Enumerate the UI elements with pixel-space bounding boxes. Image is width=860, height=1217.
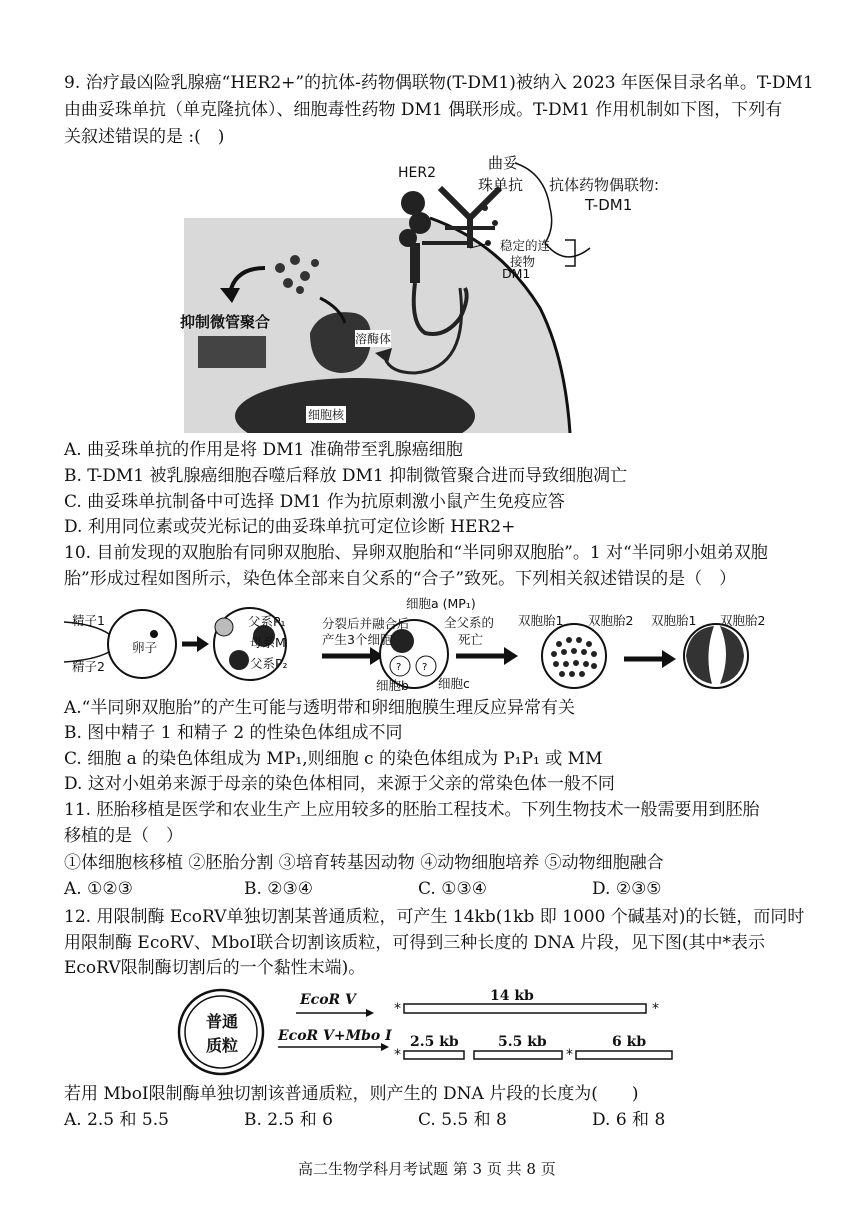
fragment-2-5kb-label: 2.5 kb: [410, 1034, 459, 1050]
q11-option-a: A. ①②③: [64, 879, 133, 899]
fragment-6kb-bar: [576, 1051, 672, 1059]
fragment-6kb-label: 6 kb: [612, 1034, 647, 1050]
page-footer: 高二生物学科月考试题 第 3 页 共 8 页: [298, 1160, 556, 1178]
twin2-label: 双胞胎2: [588, 613, 634, 628]
maternal-m-label: 母系M: [250, 635, 286, 650]
fragment-5-5kb-bar: [474, 1051, 562, 1059]
svg-text:?: ?: [422, 662, 428, 673]
split-label-2: 产生3个细胞: [322, 632, 393, 647]
cell-a-label: 细胞a (MP₁): [406, 596, 476, 611]
trastuzumab-label-1: 曲妥: [488, 154, 519, 172]
q12-stem-line1: 12. 用限制酶 EcoRV单独切割某普通质粒，可产生 14kb(1kb 即 1000 个碱基对)的长链，而同时: [64, 907, 805, 927]
q11-option-b: B. ②③④: [244, 879, 314, 899]
paternal-p2-label: 父系P₂: [250, 656, 288, 671]
q11-option-d: D. ②③⑤: [592, 879, 662, 899]
sticky-end-star-1: *: [394, 1001, 401, 1017]
q9-option-b: B. T-DM1 被乳腺癌细胞吞噬后释放 DM1 抑制微管聚合进而导致细胞凋亡: [64, 466, 628, 486]
cell-c-label: 细胞c: [438, 676, 470, 691]
plasmid-label-1: 普通: [206, 1012, 239, 1031]
q9-stem-line1: 9. 治疗最凶险乳腺癌“HER2+”的抗体-药物偶联物(T-DM1)被纳入 2023 年医保目录名单。T-DM1: [64, 73, 814, 93]
egg-label: 卵子: [132, 640, 158, 655]
fragment-2-5kb-bar: [404, 1051, 464, 1059]
q12-option-a: A. 2.5 和 5.5: [64, 1110, 169, 1130]
sticky-end-star-2: *: [652, 1001, 659, 1017]
paternal-death-label-1: 全父系的: [444, 615, 495, 630]
q11-stem-line1: 11. 胚胎移植是医学和农业生产上应用较多的胚胎工程技术。下列生物技术一般需要用到胚胎: [64, 800, 760, 820]
fragment-14kb-label: 14 kb: [490, 988, 534, 1004]
plasmid-label-2: 质粒: [206, 1036, 239, 1055]
q12-option-b: B. 2.5 和 6: [244, 1110, 333, 1130]
sticky-end-star-4: *: [566, 1047, 573, 1063]
adc-label-1: 抗体药物偶联物:: [549, 176, 660, 194]
q12-plasmid-digestion-figure: [176, 985, 696, 1080]
q9-option-c: C. 曲妥珠单抗制备中可选择 DM1 作为抗原刺激小鼠产生免疫应答: [64, 492, 565, 512]
fragment-5-5kb-label: 5.5 kb: [498, 1034, 547, 1050]
lysosome-label: 溶酶体: [355, 332, 392, 346]
linker-label-1: 稳定的连: [500, 238, 551, 253]
q9-stem-line2: 由曲妥珠单抗（单克隆抗体）、细胞毒性药物 DM1 偶联形成。T-DM1 作用机制如下图，下列有: [64, 100, 783, 120]
q12-stem-line3: EcoRV限制酶切割后的一个黏性末端)。: [64, 958, 366, 978]
q9-stem-line3: 关叙述错误的是 :( ): [64, 127, 225, 147]
microtubule-label: 抑制微管聚合: [180, 313, 271, 331]
paternal-p1-label: 父系P₁: [248, 614, 286, 629]
twin1b-label: 双胞胎1: [651, 613, 697, 628]
q11-option-c: C. ①③④: [418, 879, 487, 899]
split-label-1: 分裂后并融合后: [322, 616, 410, 631]
linker-label-2: 接物: [510, 254, 536, 269]
q9-option-d: D. 利用同位素或荧光标记的曲妥珠单抗可定位诊断 HER2+: [64, 517, 516, 537]
q11-items: ①体细胞核移植 ②胚胎分割 ③培育转基因动物 ④动物细胞培养 ⑤动物细胞融合: [64, 853, 664, 873]
q10-stem-line1: 10. 目前发现的双胞胎有同卵双胞胎、异卵双胞胎和“半同卵双胞胎”。1 对“半同卵小姐弟双胞: [64, 543, 768, 563]
q10-stem-line2: 胎”形成过程如图所示，染色体全部来自父系的“合子”致死。下列相关叙述错误的是（ ）: [64, 569, 737, 589]
sperm2-label: 精子2: [72, 659, 105, 674]
sperm1-label: 精子1: [72, 613, 105, 628]
fragment-14kb-bar: [404, 1004, 646, 1013]
q10-option-c: C. 细胞 a 的染色体组成为 MP₁,则细胞 c 的染色体组成为 P₁P₁ 或 MM: [64, 749, 603, 769]
q12-option-d: D. 6 和 8: [592, 1110, 666, 1130]
her2-label: HER2: [398, 165, 437, 181]
q10-option-b: B. 图中精子 1 和精子 2 的性染色体组成不同: [64, 723, 403, 743]
cell-b-label: 细胞b: [376, 678, 409, 693]
q12-option-c: C. 5.5 和 8: [418, 1110, 507, 1130]
q10-option-a: A.“半同卵双胞胎”的产生可能与透明带和卵细胞膜生理反应异常有关: [64, 698, 576, 718]
twin2b-label: 双胞胎2: [720, 613, 766, 628]
svg-text:?: ?: [396, 662, 402, 673]
q9-option-a: A. 曲妥珠单抗的作用是将 DM1 准确带至乳腺癌细胞: [64, 440, 463, 460]
paternal-death-label-2: 死亡: [458, 632, 484, 647]
q11-stem-line2: 移植的是（ ）: [64, 826, 183, 846]
q12-stem-line2: 用限制酶 EcoRV、MboI联合切割该质粒，可得到三种长度的 DNA 片段，见下图(其中*表示: [64, 933, 765, 953]
twin1-label: 双胞胎1: [518, 613, 564, 628]
sticky-end-star-3: *: [394, 1047, 401, 1063]
nucleus-label: 细胞核: [308, 408, 345, 422]
ecorv-mboi-label: EcoR V+Mbo Ⅰ: [278, 1028, 392, 1044]
dm1-label: DM1: [502, 266, 531, 281]
adc-label-2: T-DM1: [585, 196, 633, 214]
q10-option-d: D. 这对小姐弟来源于母亲的染色体相同，来源于父亲的常染色体一般不同: [64, 774, 615, 794]
trastuzumab-label-2: 珠单抗: [478, 176, 524, 194]
ecorv-label: EcoR V: [300, 992, 356, 1008]
q12-question: 若用 MboI限制酶单独切割该普通质粒，则产生的 DNA 片段的长度为( ): [64, 1084, 639, 1104]
